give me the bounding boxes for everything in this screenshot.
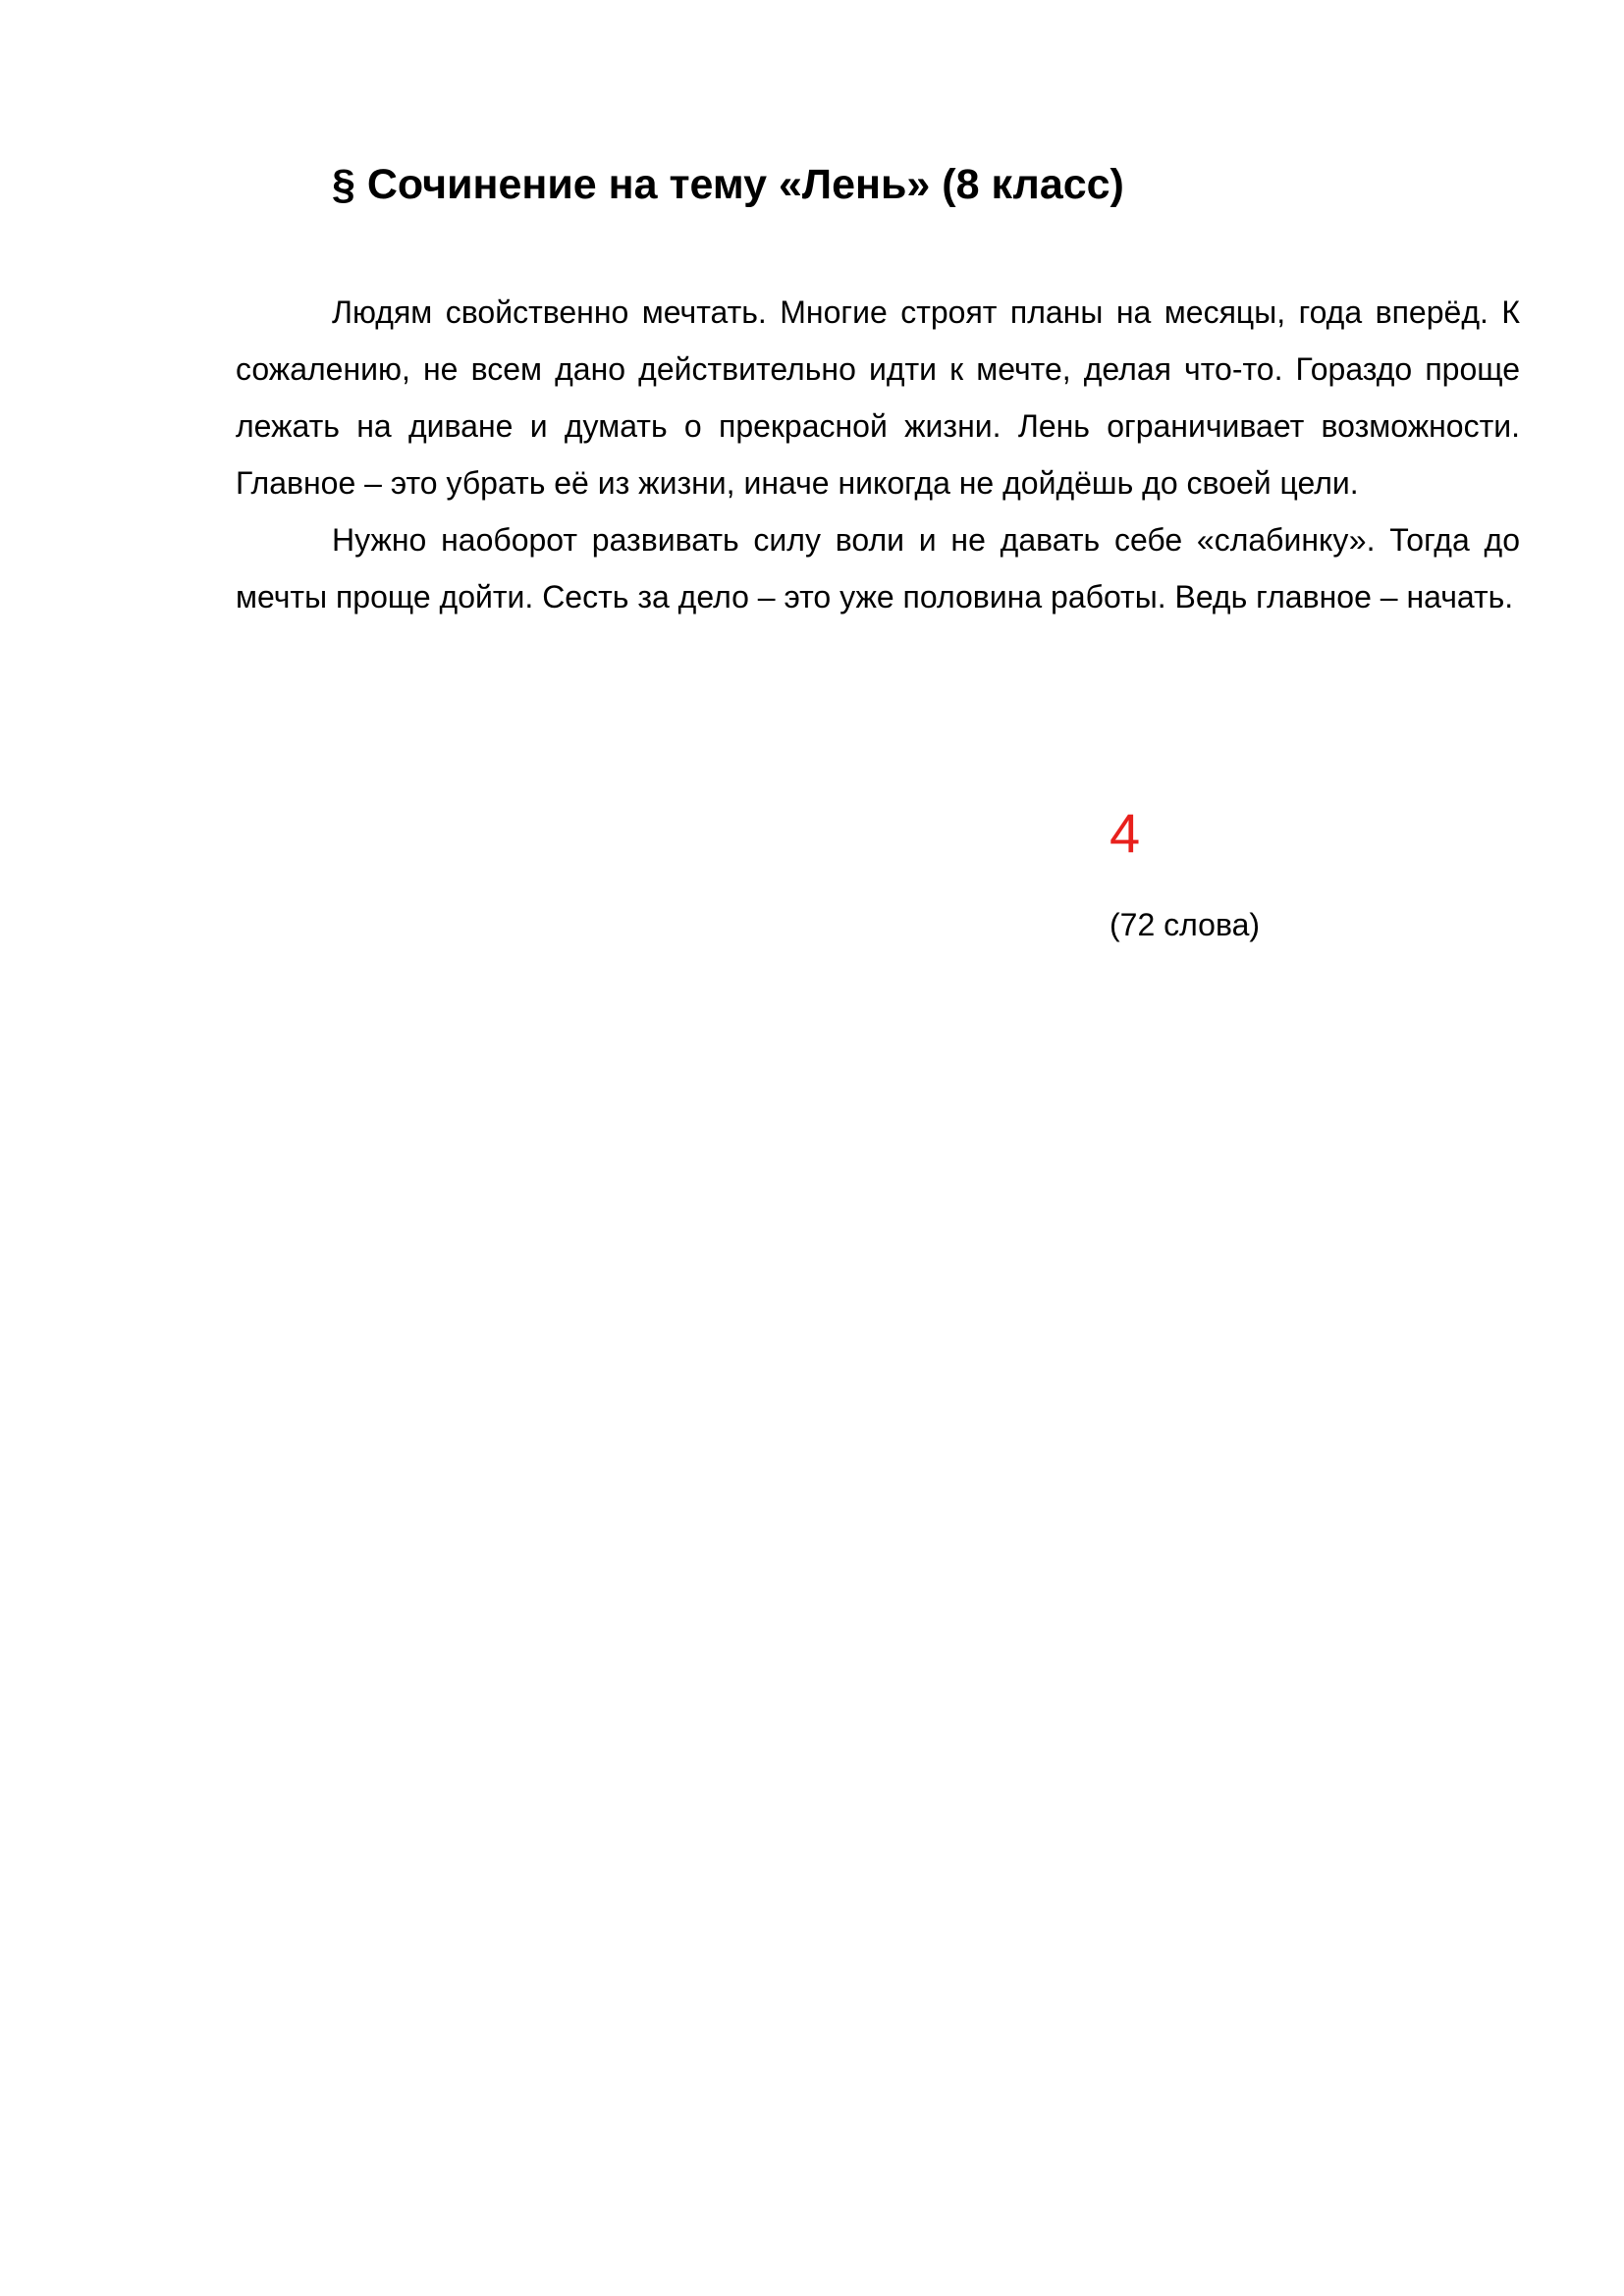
essay-title: § Сочинение на тему «Лень» (8 класс) [332,161,1124,208]
essay-paragraph-2: Нужно наоборот развивать силу воли и не давать себе «слабинку». Тогда до мечты проще дойти. Сесть за дело – это уже половина работы. Ведь главное – начать. [236,522,1520,614]
essay-paragraph-1: Людям свойственно мечтать. Многие строят планы на месяцы, года вперёд. К сожалению, не всем дано действительно идти к мечте, делая что-то. Гораздо проще лежать на диване и думать о прекрасной жизни. Лень ограничивает возможности. Главное – это убрать её из жизни, иначе никогда не дойдёшь до своей цели. [236,294,1520,501]
grade-mark: 4 [1110,802,1141,864]
essay-body [236,284,1520,625]
word-count: (72 слова) [1110,907,1261,942]
